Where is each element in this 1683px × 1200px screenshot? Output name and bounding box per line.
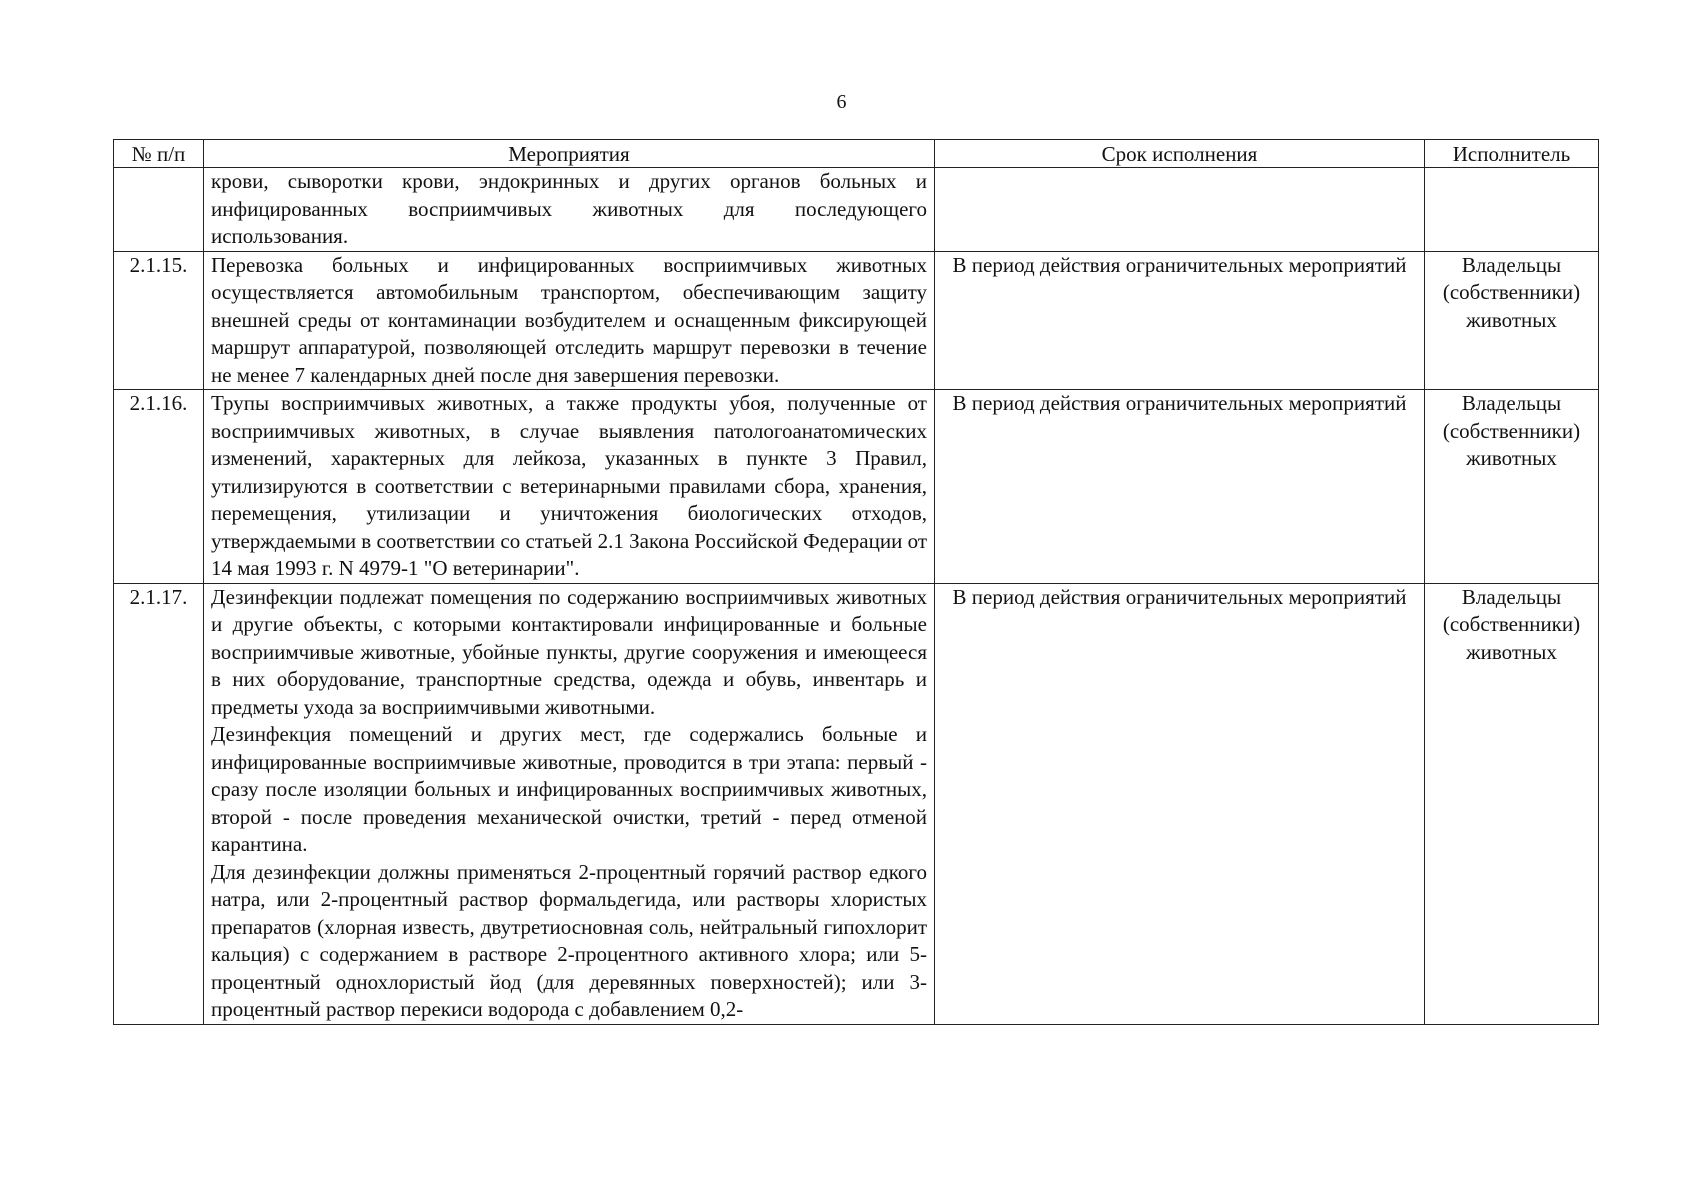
- table-row: [114, 168, 1599, 252]
- row-action: [204, 390, 935, 584]
- header-action: Мероприятия: [204, 140, 935, 168]
- row-number: 2.1.16.: [114, 390, 204, 584]
- row-executor: Владельцы (собственники) животных: [1425, 583, 1599, 1024]
- row-term: В период действия ограничительных мероприятий: [935, 583, 1425, 1024]
- row-action: [204, 168, 935, 252]
- header-num: № п/п: [114, 140, 204, 168]
- row-executor: [1425, 168, 1599, 252]
- row-executor: Владельцы (собственники) животных: [1425, 390, 1599, 584]
- action-paragraph: крови, сыворотки крови, эндокринных и других органов больных и инфицированных восприимчивых животных для последующего использования.: [211, 169, 927, 248]
- row-action: [204, 251, 935, 390]
- row-action: [204, 583, 935, 1024]
- action-paragraph: Дезинфекции подлежат помещения по содержанию восприимчивых животных и другие объекты, с которыми контактировали инфицированные и больные восприимчивые животные, убойные пункты, другие сооружения и имеющееся в них оборудование, транспортные средства, одежда и обувь, инвентарь и предметы ухода за восприимчивыми животными.: [211, 584, 927, 719]
- table-row: [114, 390, 1599, 584]
- table-row: [114, 583, 1599, 1024]
- action-paragraph: Для дезинфекции должны применяться 2-процентный горячий раствор едкого натра, или 2-процентный раствор формальдегида, или растворы хлористых препаратов (хлорная известь, двутретиосновная соль, нейтральный гипохлорит кальция) с содержанием в растворе 2-процентного активного хлора; или 5-процентный однохлористый йод (для деревянных поверхностей); или 3-процентный раствор перекиси водорода с добавлением 0,2-: [211, 859, 927, 1021]
- table-header-row: [114, 140, 1599, 168]
- action-paragraph: Дезинфекция помещений и других мест, где содержались больные и инфицированные восприимчивые животные, проводится в три этапа: первый - сразу после изоляции больных и инфицированных восприимчивых животных, второй - после проведения механической очистки, третий - перед отменой карантина.: [211, 722, 927, 856]
- action-paragraph: Перевозка больных и инфицированных восприимчивых животных осуществляется автомобильным транспортом, обеспечивающим защиту внешней среды от контаминации возбудителем и оснащенным фиксирующей маршрут аппаратурой, позволяющей отследить маршрут перевозки в течение не менее 7 календарных дней после дня завершения перевозки.: [211, 252, 927, 387]
- page-number: 6: [836, 91, 847, 113]
- row-number: 2.1.17.: [114, 583, 204, 1024]
- header-executor: Исполнитель: [1425, 140, 1599, 168]
- table-row: [114, 251, 1599, 390]
- row-executor: Владельцы (собственники) животных: [1425, 251, 1599, 390]
- row-term: В период действия ограничительных мероприятий: [935, 390, 1425, 584]
- measures-table: [113, 139, 1599, 1025]
- header-term: Срок исполнения: [935, 140, 1425, 168]
- row-number: 2.1.15.: [114, 251, 204, 390]
- row-term: [935, 168, 1425, 252]
- action-paragraph: Трупы восприимчивых животных, а также продукты убоя, полученные от восприимчивых животных, в случае выявления патологоанатомических изменений, характерных для лейкоза, указанных в пункте 3 Правил, утилизируются в соответствии с ветеринарными правилами сбора, хранения, перемещения, утилизации и уничтожения биологических отходов, утверждаемыми в соответствии со статьей 2.1 Закона Российской Федерации от 14 мая 1993 г. N 4979-1 "О ветеринарии".: [211, 391, 927, 580]
- row-number: [114, 168, 204, 252]
- row-term: В период действия ограничительных мероприятий: [935, 251, 1425, 390]
